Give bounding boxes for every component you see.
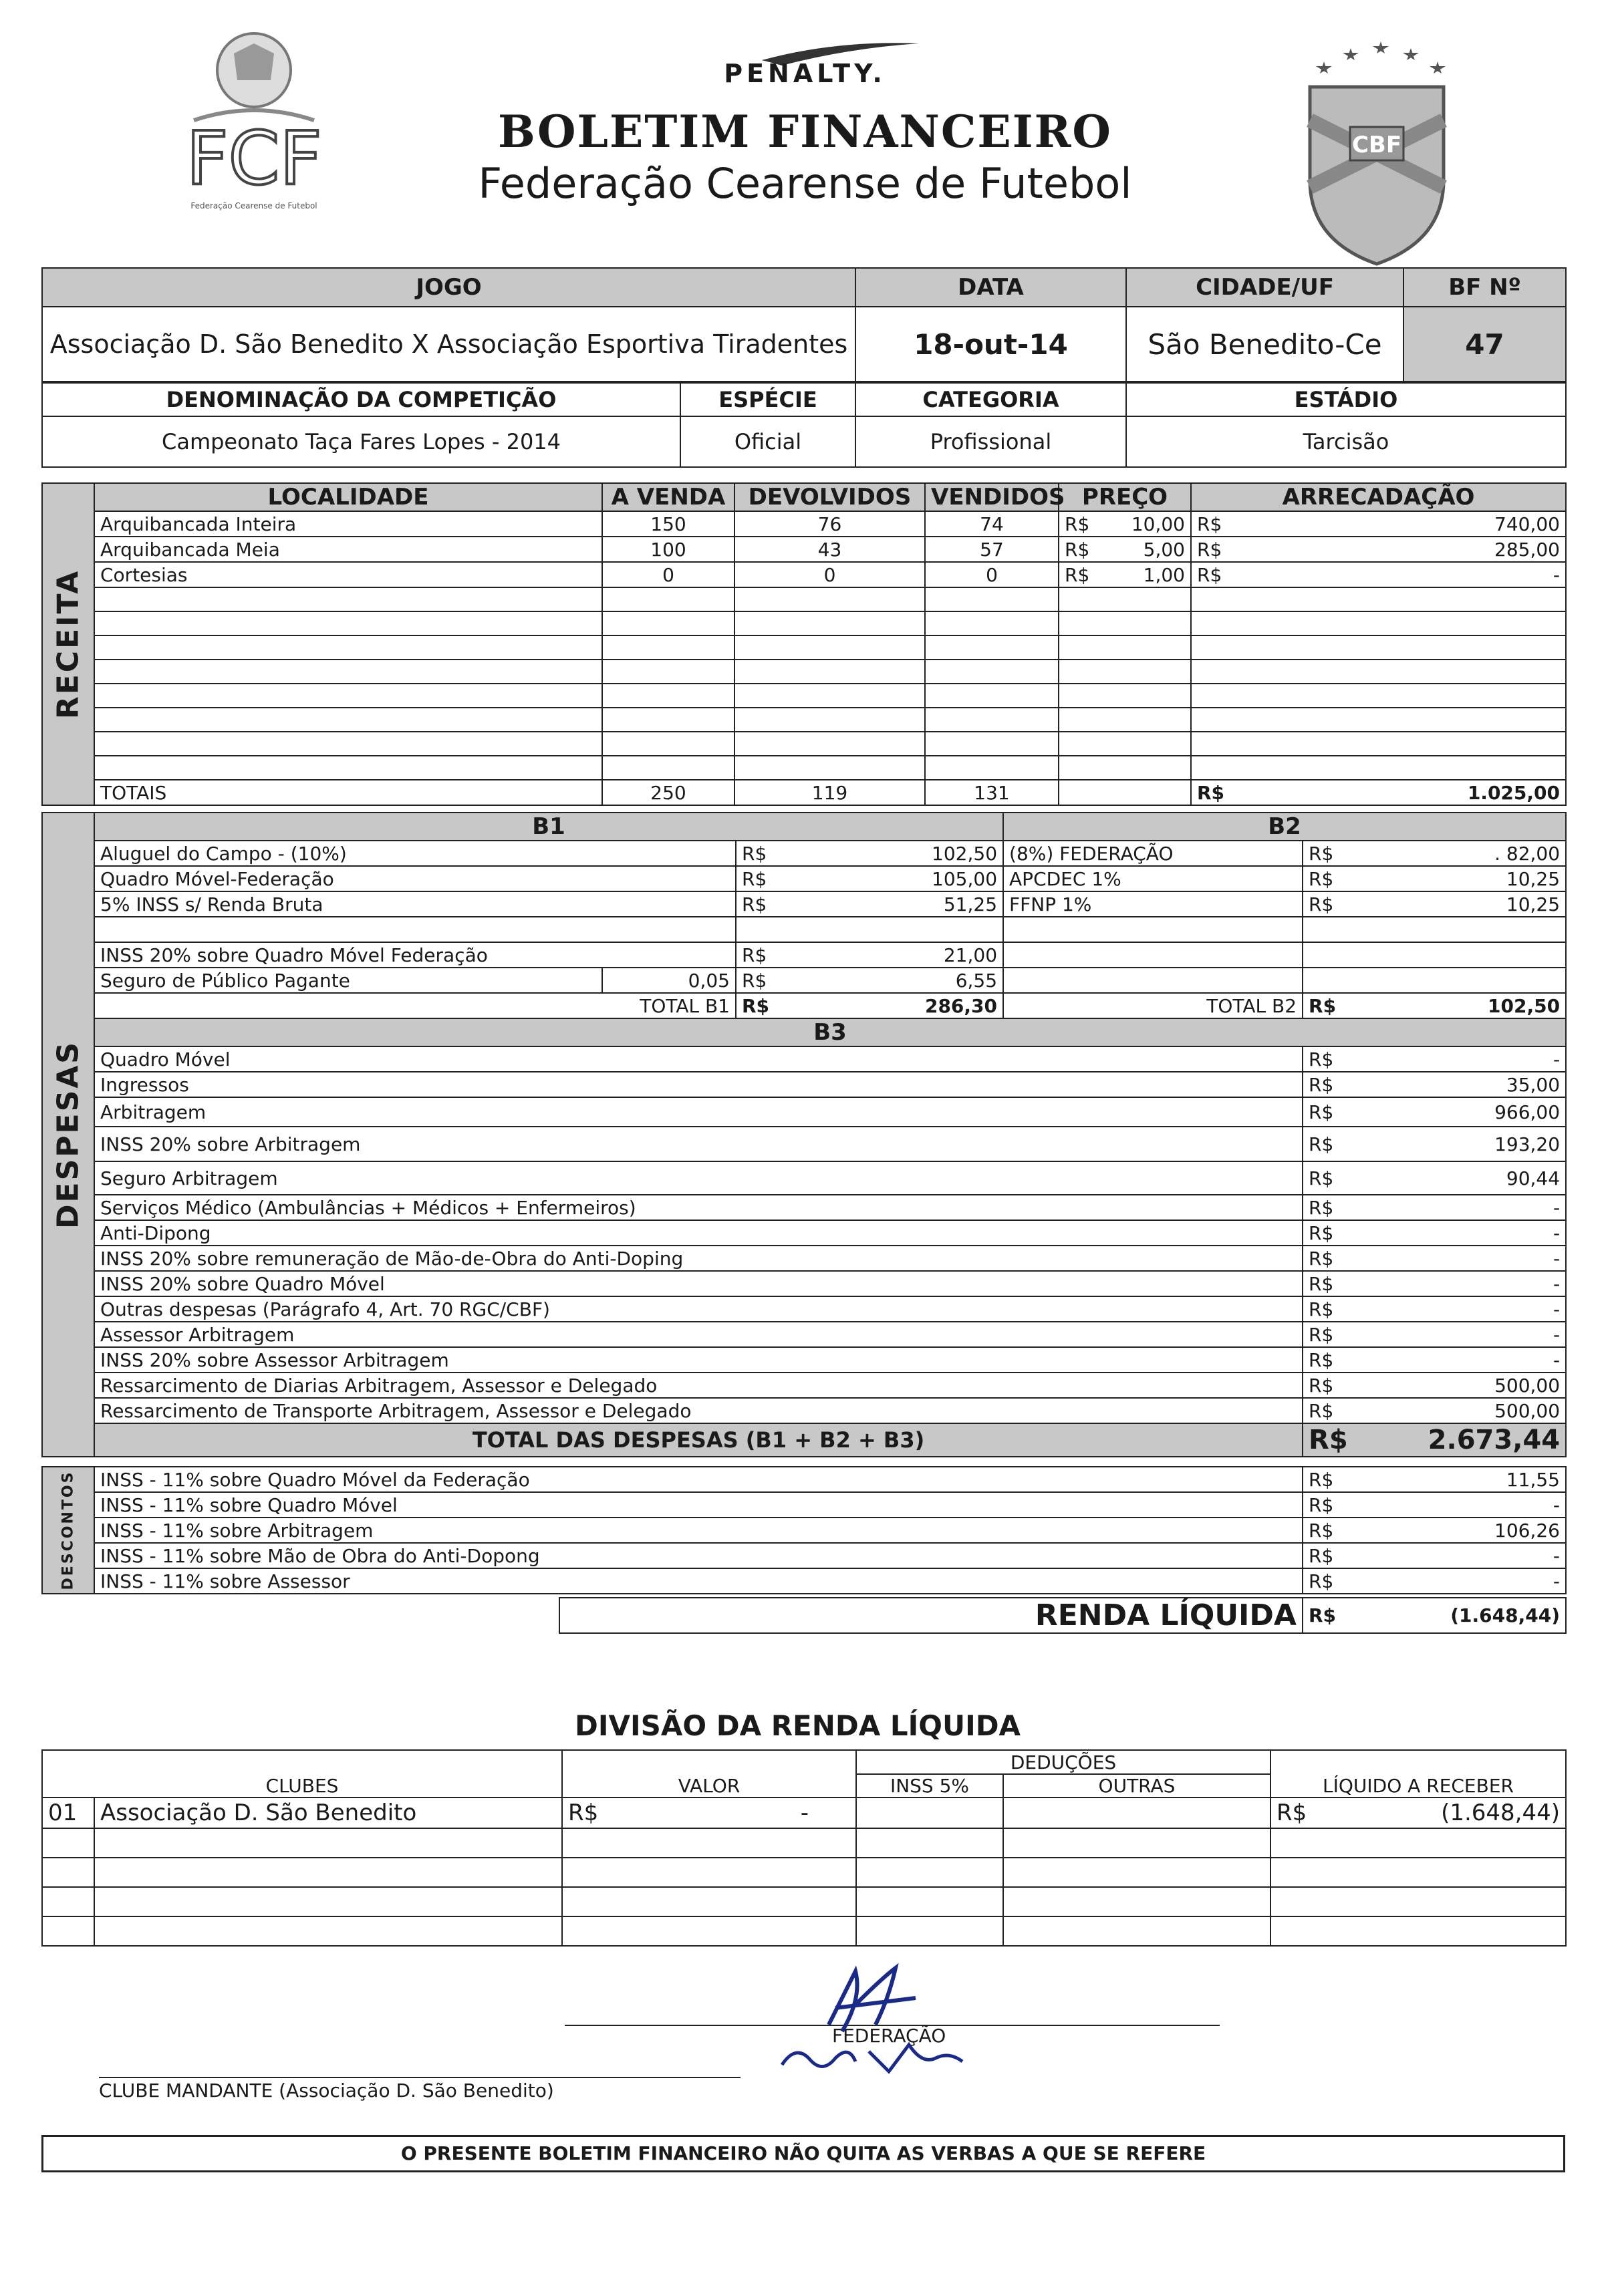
table-row: 01 Associação D. São Benedito R$ - R$ (1.648,44) bbox=[42, 1798, 1566, 1828]
jogo-table bbox=[41, 267, 1567, 382]
table-row: Arbitragem R$ 966,00 bbox=[42, 1097, 1566, 1127]
estadio-value: Tarcisão bbox=[1126, 416, 1566, 467]
header-outras: OUTRAS bbox=[1003, 1774, 1270, 1798]
table-row: INSS 20% sobre Quadro Móvel Federação R$ 21,00 bbox=[42, 942, 1566, 968]
handwritten-signature bbox=[755, 1958, 982, 2105]
competicao-value: Campeonato Taça Fares Lopes - 2014 bbox=[42, 416, 680, 467]
renda-liquida-value: (1.648,44) bbox=[1343, 1598, 1566, 1633]
clube-mandante-label: CLUBE MANDANTE (Associação D. São Benedito) bbox=[99, 2079, 554, 2102]
header-devolvidos: DEVOLVIDOS bbox=[734, 483, 925, 511]
table-row: INSS 20% sobre Assessor Arbitragem R$ - bbox=[42, 1347, 1566, 1373]
despesas-side-label: DESPESAS bbox=[42, 813, 94, 1457]
total-despesas-row: TOTAL DAS DESPESAS (B1 + B2 + B3) R$ 2.673,44 bbox=[42, 1423, 1566, 1457]
header-competicao: DENOMINAÇÃO DA COMPETIÇÃO bbox=[42, 383, 680, 416]
header-bf: BF Nº bbox=[1403, 268, 1566, 307]
table-row: Anti-Dipong R$ - bbox=[42, 1220, 1566, 1246]
header-cidade: CIDADE/UF bbox=[1126, 268, 1403, 307]
especie-value: Oficial bbox=[680, 416, 855, 467]
table-row: INSS - 11% sobre Mão de Obra do Anti-Dopong R$ - bbox=[42, 1543, 1566, 1568]
table-row: INSS - 11% sobre Quadro Móvel R$ - bbox=[42, 1492, 1566, 1518]
header-vendidos: VENDIDOS bbox=[925, 483, 1059, 511]
renda-liquida-row: RENDA LÍQUIDA R$ (1.648,44) bbox=[559, 1597, 1567, 1634]
header-valor: VALOR bbox=[562, 1750, 856, 1798]
cidade-value: São Benedito-Ce bbox=[1126, 307, 1403, 382]
table-row: 5% INSS s/ Renda Bruta R$ 51,25 FFNP 1% R$ 10,25 bbox=[42, 891, 1566, 917]
header-clubes: CLUBES bbox=[42, 1750, 562, 1798]
table-row: Ressarcimento de Transporte Arbitragem, Assessor e Delegado R$ 500,00 bbox=[42, 1398, 1566, 1423]
table-row: INSS - 11% sobre Assessor R$ - bbox=[42, 1568, 1566, 1594]
header-localidade: LOCALIDADE bbox=[94, 483, 602, 511]
header-especie: ESPÉCIE bbox=[680, 383, 855, 416]
header-data: DATA bbox=[855, 268, 1126, 307]
totals-b1-b2-row: TOTAL B1 R$ 286,30 TOTAL B2 R$ 102,50 bbox=[42, 993, 1566, 1018]
table-row: Ressarcimento de Diarias Arbitragem, Assessor e Delegado R$ 500,00 bbox=[42, 1373, 1566, 1398]
table-row: Arquibancada Meia 100 43 57 R$ 5,00 R$ 285,00 bbox=[42, 537, 1566, 562]
header-estadio: ESTÁDIO bbox=[1126, 383, 1566, 416]
header-b2: B2 bbox=[1003, 813, 1566, 841]
header-arrecadacao: ARRECADAÇÃO bbox=[1191, 483, 1566, 511]
table-row: INSS 20% sobre Quadro Móvel R$ - bbox=[42, 1271, 1566, 1296]
totais-row: TOTAIS 250 119 131 R$ 1.025,00 bbox=[42, 780, 1566, 805]
table-row: Aluguel do Campo - (10%) R$ 102,50 (8%) FEDERAÇÃO R$ . 82,00 bbox=[42, 841, 1566, 866]
table-row: INSS - 11% sobre Arbitragem R$ 106,26 bbox=[42, 1518, 1566, 1543]
header-deducoes: DEDUÇÕES bbox=[856, 1750, 1270, 1774]
header-b3: B3 bbox=[94, 1018, 1566, 1046]
table-row: INSS 20% sobre remuneração de Mão-de-Obra do Anti-Doping R$ - bbox=[42, 1246, 1566, 1271]
federacao-label: FEDERAÇÃO bbox=[832, 2025, 946, 2047]
cbf-crest-logo bbox=[1293, 27, 1460, 267]
header-liquido: LÍQUIDO A RECEBER bbox=[1270, 1750, 1566, 1798]
table-row: Cortesias 0 0 0 R$ 1,00 R$ - bbox=[42, 562, 1566, 587]
header-inss: INSS 5% bbox=[856, 1774, 1003, 1798]
divisao-title: DIVISÃO DA RENDA LÍQUIDA bbox=[575, 1709, 1021, 1742]
table-row: Arquibancada Inteira 150 76 74 R$ 10,00 R$ 740,00 bbox=[42, 511, 1566, 537]
brand-penalty: PENALTY. bbox=[724, 59, 886, 88]
table-row: Quadro Móvel R$ - bbox=[42, 1046, 1566, 1072]
renda-liquida-label: RENDA LÍQUIDA bbox=[559, 1598, 1303, 1633]
svg-text:CBF: CBF bbox=[1351, 132, 1402, 158]
header-preco: PREÇO bbox=[1059, 483, 1191, 511]
despesas-table bbox=[41, 812, 1567, 1457]
table-row: Assessor Arbitragem R$ - bbox=[42, 1322, 1566, 1347]
header-jogo: JOGO bbox=[42, 268, 855, 307]
table-row: Seguro de Público Pagante 0,05 R$ 6,55 bbox=[42, 968, 1566, 993]
receita-side-label: RECEITA bbox=[42, 483, 94, 805]
header-b1: B1 bbox=[94, 813, 1003, 841]
header-a-venda: A VENDA bbox=[602, 483, 734, 511]
jogo-value: Associação D. São Benedito X Associação Esportiva Tiradentes bbox=[42, 307, 855, 382]
categoria-value: Profissional bbox=[855, 416, 1126, 467]
table-row: Serviços Médico (Ambulâncias + Médicos + Enfermeiros) R$ - bbox=[42, 1195, 1566, 1220]
clube-sign-line bbox=[99, 2077, 741, 2078]
competicao-table bbox=[41, 382, 1567, 468]
receita-table bbox=[41, 482, 1567, 806]
data-value: 18-out-14 bbox=[855, 307, 1126, 382]
svg-text:Federação Cearense de Futebol: Federação Cearense de Futebol bbox=[190, 201, 317, 210]
table-row: INSS 20% sobre Arbitragem R$ 193,20 bbox=[42, 1127, 1566, 1161]
header-categoria: CATEGORIA bbox=[855, 383, 1126, 416]
table-row: DESCONTOS INSS - 11% sobre Quadro Móvel da Federação R$ 11,55 bbox=[42, 1467, 1566, 1492]
descontos-table bbox=[41, 1466, 1567, 1594]
descontos-side-label: DESCONTOS bbox=[42, 1467, 94, 1594]
bf-value: 47 bbox=[1403, 307, 1566, 382]
page-subtitle: Federação Cearense de Futebol bbox=[478, 159, 1132, 208]
footer-notice: O PRESENTE BOLETIM FINANCEIRO NÃO QUITA AS VERBAS A QUE SE REFERE bbox=[41, 2135, 1565, 2172]
table-row: Seguro Arbitragem R$ 90,44 bbox=[42, 1161, 1566, 1195]
table-row: Quadro Móvel-Federação R$ 105,00 APCDEC 1% R$ 10,25 bbox=[42, 866, 1566, 891]
table-row: Ingressos R$ 35,00 bbox=[42, 1072, 1566, 1097]
table-row: Outras despesas (Parágrafo 4, Art. 70 RGC/CBF) R$ - bbox=[42, 1296, 1566, 1322]
svg-text:FCF: FCF bbox=[186, 116, 322, 201]
page-title: BOLETIM FINANCEIRO bbox=[498, 106, 1112, 158]
divisao-table bbox=[41, 1749, 1567, 1947]
